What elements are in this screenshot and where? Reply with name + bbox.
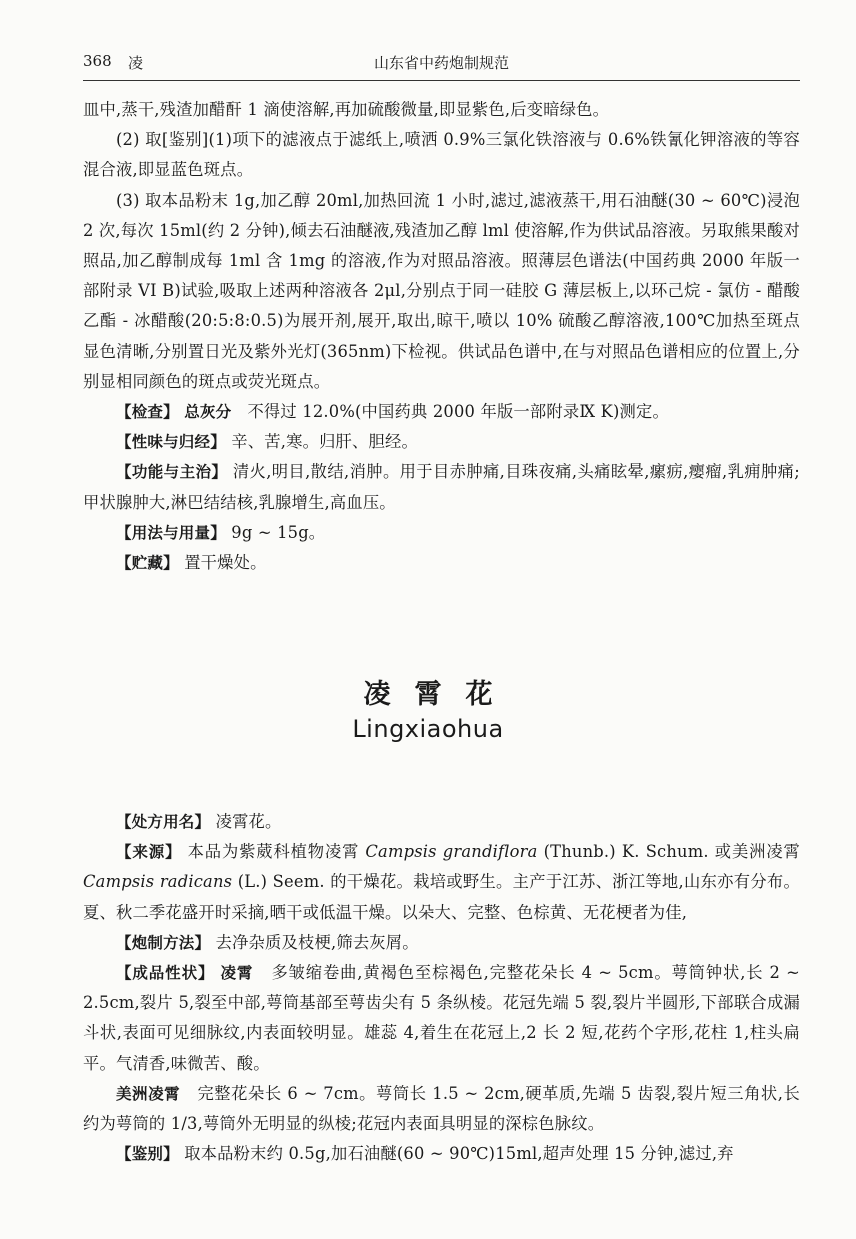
section-tag: 【性味与归经】 [116,433,226,452]
section-tag: 【功能与主治】 [116,463,228,482]
section-tag: 【检查】 [116,403,179,422]
species-name: Campsis grandiflora [365,842,538,862]
ident-paragraph [83,1139,800,1169]
storage-paragraph [83,548,800,578]
paragraph-text: (L.) Seem. 的干燥花。栽培或野生。主产于江苏、浙江等地,山东亦有分布。夏、秋二季花盛开时采摘,晒干或低温干燥。以朵大、完整、色棕黄、无花梗者为佳, [83,872,800,922]
nature-paragraph [83,427,800,457]
section-tag: 【鉴别】 [116,1145,179,1164]
usage-paragraph [83,518,800,548]
paragraph: 皿中,蒸干,残渣加醋酐 1 滴使溶解,再加硫酸微量,即显紫色,后变暗绿色。 [83,100,610,119]
entry-title [0,672,856,743]
function-paragraph [83,457,800,517]
paragraph-text: 9g ~ 15g。 [231,522,326,542]
section-tag: 【炮制方法】 [116,933,211,952]
section-tag: 【成品性状】 [116,964,215,983]
header-rule [83,80,800,81]
american-paragraph [83,1079,800,1139]
check-paragraph [83,397,800,427]
source-paragraph [83,837,800,928]
entry-title-pinyin: Lingxiaohua [352,715,504,743]
paragraph-text: 辛、苦,寒。归肝、胆经。 [231,432,418,452]
paragraph-text: 置干燥处。 [184,553,267,573]
section-tag: 【用法与用量】 [116,523,226,542]
paragraph-text: 不得过 12.0%(中国药典 2000 年版一部附录Ⅸ K)测定。 [247,402,669,422]
paragraph-text: 多皱缩卷曲,黄褐色至棕褐色,完整花朵长 4 ~ 5cm。萼筒钟状,长 2 ~ 2.5cm,裂片 5,裂至中部,萼筒基部至萼齿尖有 5 条纵棱。花冠先端 5 裂,裂片半圆形,下部联合成漏斗状,表面可见细脉纹,内表面较明显。雄蕊 4,着生在花冠上,2 长 2 短,花药个字形,花柱 1,柱头扁平。气清香,味微苦、酸。 [83,963,800,1073]
book-title: 山东省中药炮制规范 [373,54,509,72]
process-paragraph [83,928,800,958]
section-tag: 【处方用名】 [116,813,211,831]
paragraph: (2) 取[鉴别](1)项下的滤液点于滤纸上,喷洒 0.9%三氯化铁溶液与 0.6%铁氰化钾溶液的等容混合液,即显蓝色斑点。 [83,130,800,180]
paragraph-text: 取本品粉末约 0.5g,加石油醚(60 ~ 90℃)15ml,超声处理 15 分钟,滤过,弃 [184,1144,734,1164]
entry-text [83,807,800,1169]
entry-title-chinese: 凌霄花 [363,679,517,710]
section-tag: 【贮藏】 [116,554,179,573]
species-name: Campsis radicans [83,872,233,892]
paragraph-text: 去净杂质及枝梗,筛去灰屑。 [215,932,419,952]
subheading: 凌霄 [220,964,254,983]
paragraph-text: 凌霄花。 [215,812,282,831]
rx-paragraph [83,807,800,837]
subheading: 总灰分 [184,403,232,422]
section-tag: 【来源】 [116,843,182,862]
paragraph-text: (Thunb.) K. Schum. 或美洲凌霄 [537,842,800,862]
paragraph-text: 完整花朵长 6 ~ 7cm。萼筒长 1.5 ~ 2cm,硬革质,先端 5 齿裂,裂片短三角状,长约为萼筒的 1/3,萼筒外无明显的纵棱;花冠内表面具明显的深棕色脉纹。 [83,1083,800,1134]
page-number: 368 [83,52,112,70]
section-char: 凌 [128,54,144,72]
previous-entry-text [83,95,800,578]
paragraph-text: 本品为紫葳科植物凌霄 [187,842,366,862]
running-header [83,52,800,76]
paragraph: (3) 取本品粉末 1g,加乙醇 20ml,加热回流 1 小时,滤过,滤液蒸干,用石油醚(30 ~ 60℃)浸泡 2 次,每次 15ml(约 2 分钟),倾去石油醚液,残渣加乙醇 lml 使溶解,作为供试品溶液。另取熊果酸对照品,加乙醇制成每 1ml 含 1mg 的溶液,作为对照品溶液。照薄层色谱法(中国药典 2000 年版一部附录 VI B)试验,吸取上述两种溶液各 2μl,分别点于同一硅胶 G 薄层板上,以环己烷 - 氯仿 - 醋酸乙酯 - 冰醋酸(20:5:8:0.5)为展开剂,展开,取出,晾干,喷以 10% 硫酸乙醇溶液,100℃加热至斑点显色清晰,分别置日光及紫外光灯(365nm)下检视。供试品色谱中,在与对照品色谱相应的位置上,分别显相同颜色的斑点或荧光斑点。 [83,190,800,391]
product-paragraph [83,958,800,1079]
subheading: 美洲凌霄 [116,1084,181,1103]
paragraph-text: 清火,明目,散结,消肿。用于目赤肿痛,目珠夜痛,头痛眩晕,瘰疬,瘿瘤,乳痈肿痛;甲状腺肿大,淋巴结结核,乳腺增生,高血压。 [83,462,800,512]
